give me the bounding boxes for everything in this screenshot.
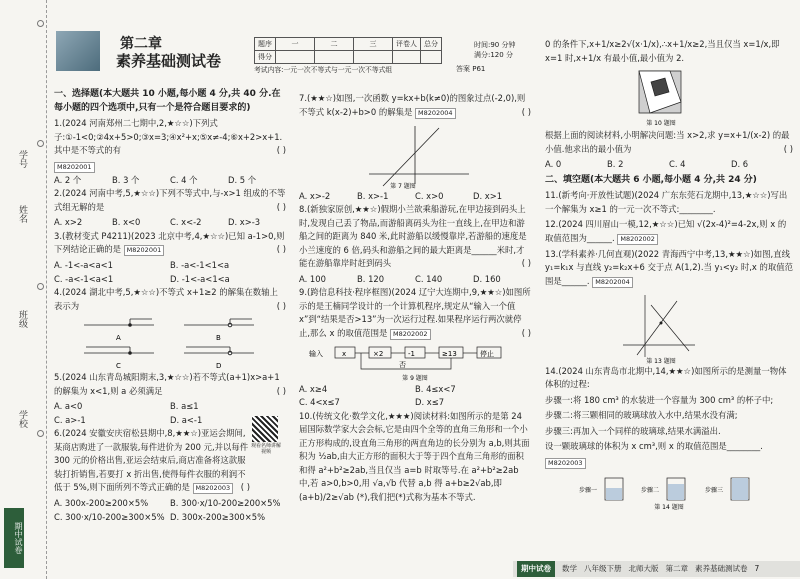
flow-multiply: ×2 — [373, 349, 384, 358]
option[interactable]: C. -a<-1<a<1 — [54, 273, 114, 284]
question-1: 1.(2024 河南郑州二七期中,2,★☆☆)下列式子:①-1<0;②4x+5>0;③x=3;④x²+x;⑤x≠-4;⑥x+2>x+1.其中是不等式的有 ( ) — [54, 118, 286, 155]
number-line-options — [54, 315, 286, 371]
footer-title: 素养基础测试卷 — [695, 564, 748, 573]
exam-tag: 期中试卷 — [4, 508, 24, 568]
q14-step: 设一颗玻璃球的体积为 x cm³,则 x 的取值范围是________. — [545, 441, 763, 451]
option[interactable]: D. x>1 — [473, 190, 503, 201]
punch-hole — [37, 140, 44, 147]
punch-hole — [37, 20, 44, 27]
options — [54, 497, 286, 524]
score-table — [254, 37, 442, 64]
score-cell: 一 — [276, 38, 315, 51]
figure-caption: 第 9 题图 — [402, 374, 428, 382]
question-12: 12.(2024 四川眉山一模,12,★☆☆)已知 √(2x-4)²=4-2x,则 x 的取值范围为______. M8202002 — [545, 219, 787, 243]
option[interactable]: A. -1<-a<a<1 — [54, 260, 113, 270]
answer-ref: 答案 P61 — [456, 65, 486, 73]
page-title: 素养基础测试卷 — [116, 52, 222, 70]
column-left — [54, 86, 286, 524]
column-right — [545, 38, 793, 510]
question-2: 2.(2024 河南中考,5,★☆☆)下列不等式中,与-x>1 组成的不等式组无解的是 ( ) — [54, 188, 286, 212]
footer-subject: 数学 — [562, 564, 577, 573]
school-label: 学校 — [17, 410, 27, 428]
option-B-label[interactable]: B — [216, 334, 221, 342]
q9-flowchart — [299, 343, 531, 383]
q10-question: 根据上面的阅读材料,小明解决问题:当 x>2,求 y=x+1/(x-2) 的最小值.他求出的最小值为 ( ) — [545, 130, 793, 154]
option[interactable]: C. x>0 — [415, 190, 444, 201]
option-C-label[interactable]: C — [116, 362, 121, 370]
footer-grade: 八年级下册 — [584, 564, 622, 573]
option[interactable]: B. 120 — [357, 273, 385, 284]
punch-hole — [37, 283, 44, 290]
flow-minus: -1 — [408, 349, 415, 358]
figure-caption: 第 13 题图 — [646, 357, 676, 365]
option[interactable]: C. 4 — [669, 159, 686, 169]
step-1-label: 步骤一 — [579, 486, 598, 494]
option[interactable]: A. a<0 — [54, 401, 83, 411]
option[interactable]: C. 4 个 — [170, 174, 198, 185]
score-cell: 三 — [354, 38, 393, 51]
q14-figure — [545, 470, 793, 510]
flow-input: 输入 — [309, 349, 323, 358]
flow-x: x — [342, 349, 347, 358]
q14-step: 步骤一:将 180 cm³ 的水装进一个容量为 300 cm³ 的杯子中; — [545, 394, 774, 405]
question-7: 7.(★★☆)如图,一次函数 y=kx+b(k≠0)的图象过点(-2,0),则不等式 k(x-2)+b>0 的解集是 M8202004 ( ) — [299, 93, 531, 117]
question-13: 13.(学科素养·几何直观)(2022 青海西宁中考,13,★★☆)如图,直线 y₁=k₁x 与直线 y₂=k₂x+6 交于点 A(1,2).当 y₁<y₂ 时,x 的取值范围是______. M8202004 — [545, 248, 793, 286]
figure-caption: 第 7 题图 — [390, 182, 416, 190]
option[interactable]: C. 4<x≤7 — [299, 397, 340, 407]
question-10: 10.(传统文化·数学文化,★★★)阅读材料:如图所示的是第 24 届国际数学家大会会标,它是由四个全等的直角三角形和一个小正方形构成的,设直角三角形的两直角边的长分别为 a,b,则其面积为 ½ab,由大正方形的面积大于等于四个直角三角形的面积和得 a²+b²≥2ab,当且仅当 a=b 时取等号.在 a²+b²≥2ab 中,若 a>0,b>0,用 √a,√b 代替 a,b 得 a+b≥2√ab,即 (a+b)/2≥√ab (*),我们把(*)式称为基本不等式. — [299, 410, 530, 502]
figure-caption: 第 14 题图 — [654, 503, 684, 510]
options — [299, 273, 531, 287]
question-code: M8202001 — [54, 162, 95, 173]
q10-figure — [545, 67, 793, 129]
options — [54, 259, 286, 286]
option[interactable]: A. x>-2 — [299, 190, 331, 201]
q14-step: 步骤三:再加入一个同样的玻璃球,结果水满溢出. — [545, 425, 721, 436]
question-code: M8202003 — [545, 458, 586, 469]
flow-compare: ≥13 — [442, 349, 457, 358]
score-input[interactable] — [421, 51, 442, 64]
page-footer — [513, 561, 800, 577]
question-4: 4.(2024 湖北中考,5,★☆☆)不等式 x+1≥2 的解集在数轴上表示为 ( ) — [54, 287, 286, 311]
column-middle — [299, 92, 531, 506]
option[interactable]: A. 100 — [299, 273, 326, 284]
question-9: 9.(跨信息科技·程序框图)(2024 辽宁大连期中,9,★★☆)如图所示的是王楠同学设计的一个计算机程序,规定从“输入一个值 x”到“结果是否>13”为一次运行过程.如果程序运行两次就停止,那么 x 的取值范围是 M8202002 ( ) — [299, 287, 531, 338]
exam-meta — [474, 40, 516, 60]
question-11: 11.(新考向·开放性试题)(2024 广东东莞石龙期中,13,★☆☆)写出一个解集为 x≥1 的一元一次不等式:________. — [545, 190, 788, 214]
q7-figure — [299, 122, 531, 190]
option[interactable]: D. x≤7 — [415, 397, 445, 407]
option-D-label[interactable]: D — [216, 362, 222, 370]
score-cell: 题序 — [255, 38, 276, 51]
name-label: 姓名 — [17, 205, 27, 223]
options — [545, 158, 793, 172]
score-cell: 总分 — [421, 38, 442, 51]
step-2-label: 步骤二 — [641, 486, 660, 494]
option[interactable]: B. x<0 — [112, 217, 141, 227]
option[interactable]: C. a>-1 — [54, 414, 86, 425]
option[interactable]: A. x≥4 — [299, 383, 328, 394]
score-input[interactable] — [315, 51, 354, 64]
number-label: 学号 — [17, 150, 27, 168]
options — [54, 174, 286, 188]
options — [54, 216, 286, 230]
option[interactable]: B. x>-1 — [357, 190, 389, 201]
option[interactable]: C. 300·x/10-200≥300×5% — [54, 511, 165, 522]
chapter-header — [56, 31, 246, 71]
option[interactable]: D. a<-1 — [170, 414, 203, 425]
chapter-label: 第二章 — [120, 36, 162, 52]
question-14: 14.(2024 山东青岛市北期中,14,★★☆)如图所示的是测量一物体体积的过程: — [545, 365, 787, 389]
option[interactable]: D. 160 — [473, 273, 501, 284]
section-title: 二、填空题(本大题共 6 小题,每小题 4 分,共 24 分) — [545, 174, 757, 185]
qr-code[interactable] — [252, 416, 278, 442]
option[interactable]: D. x>-3 — [228, 217, 261, 227]
figure-caption: 第 10 题图 — [646, 120, 676, 127]
option[interactable]: D. 300x-200≥300×5% — [170, 511, 266, 522]
exam-scope: 考试内容:一元一次不等式与一元一次不等式组 — [254, 66, 393, 74]
score-input[interactable] — [354, 51, 393, 64]
option[interactable]: D. 6 — [731, 159, 749, 169]
option[interactable]: D. 5 个 — [228, 174, 257, 185]
score-input[interactable] — [393, 51, 421, 64]
option[interactable]: B. 3 个 — [112, 174, 140, 185]
option[interactable]: C. 140 — [415, 273, 443, 284]
score-cell: 评卷人 — [393, 38, 421, 51]
option[interactable]: A. x>2 — [54, 217, 83, 227]
qr-caption: 观看名师讲解视频 — [250, 443, 281, 455]
option[interactable]: B. 2 — [607, 159, 624, 169]
full-score: 满分:120 分 — [474, 51, 513, 59]
score-input[interactable] — [276, 51, 315, 64]
option[interactable]: A. 0 — [545, 159, 562, 169]
page-number: 7 — [754, 564, 760, 573]
header-illustration — [56, 31, 100, 71]
question-6: 6.(2024 安徽安庆宿松县期中,8,★★☆)亚运会期间,某商店购进了一款服装,每件进价为 200 元,并以每件 300 元的价格出售,亚运会结束后,商店准备将这款服装打折销售,若要打 x 折出售,使得每件衣服的利润不低于 5%,则下面所列不等式正确的是 M8202003 ( ) — [54, 428, 250, 492]
option[interactable]: A. 300x-200≥200×5% — [54, 498, 149, 508]
score-cell: 二 — [315, 38, 354, 51]
option[interactable]: B. 4≤x<7 — [415, 383, 456, 394]
footer-chapter: 第二章 — [665, 564, 688, 573]
option[interactable]: D. -1<-a<1<a — [170, 273, 230, 284]
flow-no: 否 — [399, 360, 406, 369]
section-title: 一、选择题(本大题共 10 小题,每小题 4 分,共 40 分.在每小题的四个选项中,只有一个是符合题目要求的) — [54, 89, 281, 113]
footer-brand: 期中试卷 — [517, 561, 555, 577]
question-8: 8.(新独家原创,★★☆)假期小兰欲乘船游玩,在甲边接到码头上时,发现自己丢了物品,而游船离码头为往一直线上,在甲边和游船之间的距离为 840 米,此时游船以缓慢靠岸,若游船的速度是小兰速度的 6 倍,码头和游船之间的最大距离是______米时,才能在游船靠岸时赶到码头 ( ) — [299, 204, 531, 268]
option-A-label[interactable]: A — [116, 334, 121, 342]
q13-figure — [545, 291, 793, 365]
time-limit: 时间:90 分钟 — [474, 41, 516, 49]
footer-edition: 北师大版 — [628, 564, 659, 573]
flow-stop: 停止 — [480, 349, 494, 358]
score-cell: 得分 — [255, 51, 276, 64]
options — [299, 190, 531, 204]
option[interactable]: B. 300·x/10-200≥200×5% — [170, 498, 281, 508]
step-3-label: 步骤三 — [705, 486, 724, 494]
punch-hole — [37, 430, 44, 437]
q14-step: 步骤二:将三颗相同的玻璃球放入水中,结果水没有满; — [545, 410, 738, 420]
options — [299, 383, 531, 410]
question-5: 5.(2024 山东青岛城阳期末,3,★☆☆)若不等式(a+1)x>a+1 的解集为 x<1,则 a 必须满足 ( ) — [54, 372, 286, 396]
q10-continued: 0 的条件下,x+1/x≥2√(x·1/x),∴x+1/x≥2,当且仅当 x=1/x,即 x=1 时,x+1/x 有最小值,最小值为 2. — [545, 39, 780, 63]
option[interactable]: B. -a<-1<1<a — [170, 260, 230, 270]
option[interactable]: A. 2 个 — [54, 174, 82, 185]
class-label: 班级 — [17, 310, 27, 328]
option[interactable]: C. x<-2 — [170, 217, 202, 227]
question-3: 3.(教材变式 P4211)(2023 北京中考,4,★☆☆)已知 a-1>0,则下列结论正确的是 M8202001 ( ) — [54, 230, 286, 254]
binding-margin — [0, 0, 47, 579]
option[interactable]: B. a≤1 — [170, 401, 199, 411]
